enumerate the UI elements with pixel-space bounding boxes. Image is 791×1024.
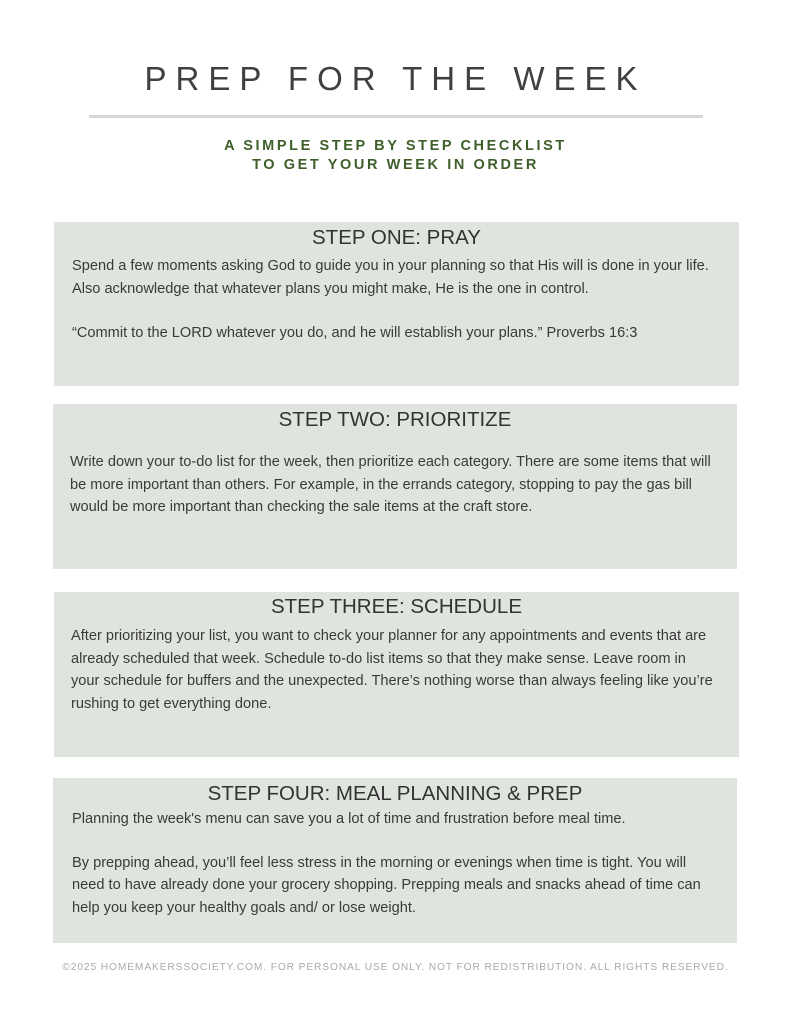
page-subtitle	[0, 137, 791, 175]
step-two-paragraph: Write down your to-do list for the week, then prioritize each category. There are some items that will be more important than others. For example, in the errands category, stopping to pay the gas bill would be more important than checking the sale items at the craft store.	[70, 454, 711, 515]
step-one-heading: STEP ONE: PRAY	[312, 226, 481, 249]
step-one-quote: “Commit to the LORD whatever you do, and he will establish your plans.” Proverbs 16:3	[72, 325, 638, 341]
page-title: PREP FOR THE WEEK	[144, 60, 647, 97]
step-four-paragraph: Planning the week's menu can save you a lot of time and frustration before meal time.	[72, 811, 626, 827]
step-four-heading: STEP FOUR: MEAL PLANNING & PREP	[207, 782, 583, 805]
step-one-card	[54, 222, 739, 386]
copyright-footer: ©2025 HOMEMAKERSSOCIETY.COM. FOR PERSONAL USE ONLY. NOT FOR REDISTRIBUTION. ALL RIGHTS RESERVED.	[62, 962, 729, 973]
step-two-card	[53, 404, 737, 569]
step-three-paragraph: After prioritizing your list, you want to check your planner for any appointments and events that are already scheduled that week. Schedule to-do list items so that they make sense. Leave room in your schedule for buffers and the unexpected. There’s nothing worse than always feeling like you’re rushing to get everything done.	[71, 628, 713, 712]
step-one-paragraph: Spend a few moments asking God to guide you in your planning so that His will is done in your life. Also acknowledge that whatever plans you might make, He is the one in control.	[72, 258, 709, 297]
subtitle-line-1: A SIMPLE STEP BY STEP CHECKLIST	[224, 138, 567, 154]
step-three-card	[54, 592, 739, 757]
title-divider	[89, 115, 703, 118]
step-three-heading: STEP THREE: SCHEDULE	[270, 595, 522, 618]
step-four-card	[53, 778, 737, 943]
step-two-heading: STEP TWO: PRIORITIZE	[278, 408, 512, 431]
subtitle-line-2: TO GET YOUR WEEK IN ORDER	[252, 157, 539, 173]
step-four-paragraph-2: By prepping ahead, you’ll feel less stress in the morning or evenings when time is tight. You will need to have already done your grocery shopping. Prepping meals and snacks ahead of time can help you keep your healthy goals and/ or lose weight.	[72, 854, 701, 916]
